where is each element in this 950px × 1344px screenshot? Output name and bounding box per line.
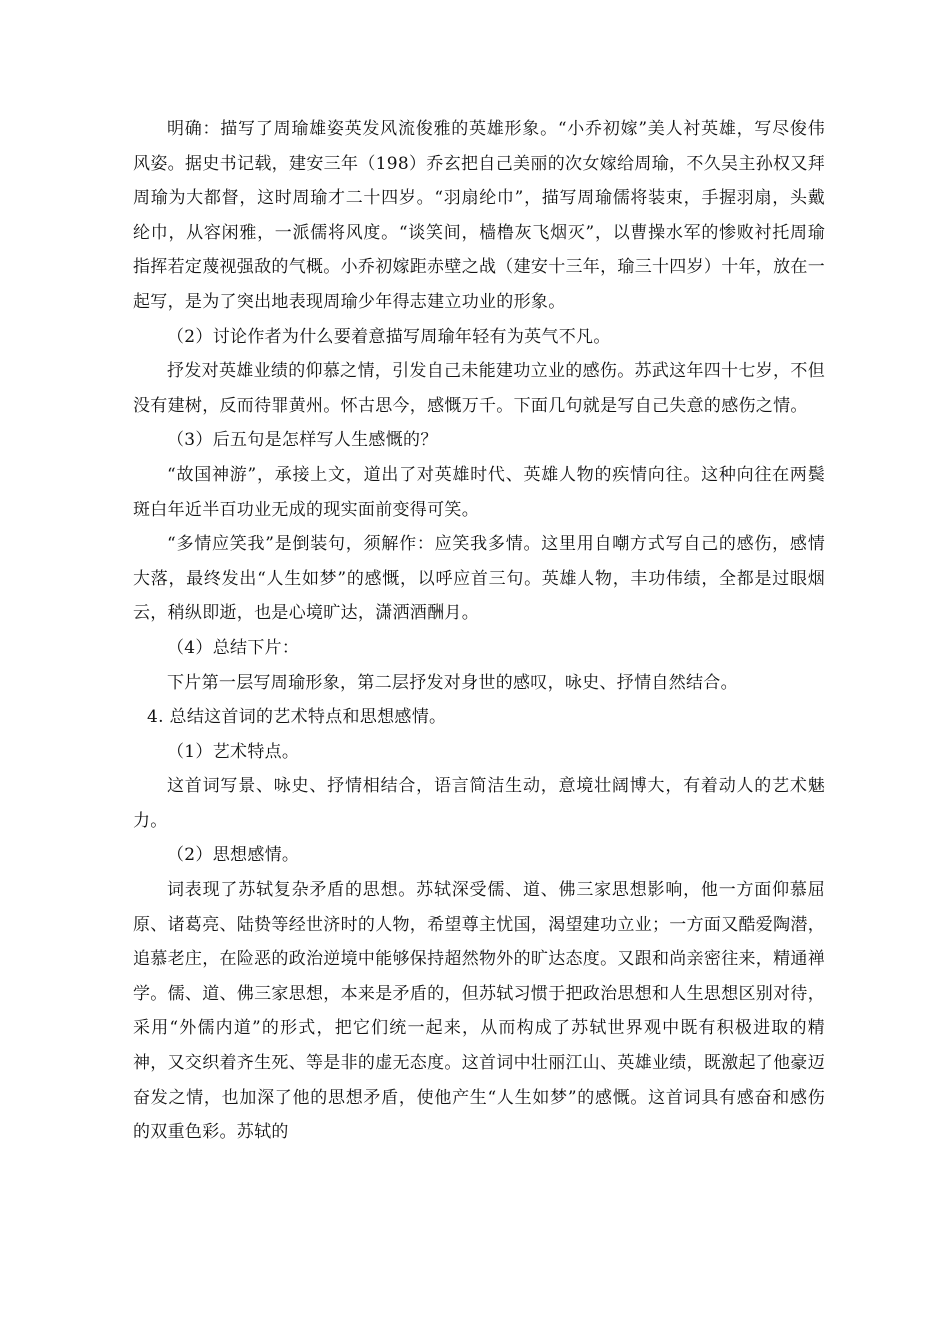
paragraph-answer-4: 下片第一层写周瑜形象，第二层抒发对身世的感叹，咏史、抒情自然结合。 (167, 672, 738, 693)
section-4-heading: 4. 总结这首词的艺术特点和思想感情。 (147, 707, 447, 728)
thoughts-heading: （2）思想感情。 (167, 845, 300, 866)
question-3-heading: （3）后五句是怎样写人生感慨的？ (167, 430, 438, 451)
paragraph-answer-3a: “故国神游”，承接上文，道出了对英雄时代、英雄人物的疾情向往。这种向往在两鬓斑白年近半百功业无成的现实面前变得可笑。 (133, 464, 825, 520)
art-features-heading: （1）艺术特点。 (167, 741, 300, 762)
paragraph-answer-3b: “多情应笑我”是倒装句，须解作：应笑我多情。这里用自嘲方式写自己的感伤，感情大落，最终发出“人生如梦”的感慨，以呼应首三句。英雄人物，丰功伟绩，全都是过眼烟云，稍纵即逝，也是心境旷达，潇洒酒酬月。 (133, 534, 825, 624)
question-4-heading: （4）总结下片： (167, 637, 300, 658)
paragraph-answer-2: 抒发对英雄业绩的仰慕之情，引发自己未能建功立业的感伤。苏武这年四十七岁，不但没有建树，反而待罪黄州。怀古思今，感慨万千。下面几句就是写自己失意的感伤之情。 (133, 361, 825, 416)
paragraph-explanation-zhou-yu: 明确：描写了周瑜雄姿英发风流俊雅的英雄形象。“小乔初嫁”美人衬英雄，写尽俊伟风姿。据史书记载，建安三年（198）乔玄把自己美丽的次女嫁给周瑜，不久吴主孙权又拜周瑜为大都督，这时周瑜才二十四岁。“羽扇纶巾”，描写周瑜儒将装束，手握羽扇，头戴纶巾，从容闲雅，一派儒将风度。“谈笑间，樯橹灰飞烟灭”，以曹操水军的惨败衬托周瑜指挥若定蔑视强敌的气概。小乔初嫁距赤壁之战（建安十三年，瑜三十四岁）十年，放在一起写，是为了突出地表现周瑜少年得志建立功业的形象。 (133, 119, 825, 312)
paragraph-thoughts: 词表现了苏轼复杂矛盾的思想。苏轼深受儒、道、佛三家思想影响，他一方面仰慕屈原、诸葛亮、陆贽等经世济时的人物，希望尊主忧国，渴望建功立业；一方面又酷爱陶潜，追慕老庄，在险恶的政治逆境中能够保持超然物外的旷达态度。又跟和尚亲密往来，精通禅学。儒、道、佛三家思想，本来是矛盾的，但苏轼习惯于把政治思想和人生思想区别对待，采用“外儒内道”的形式，把它们统一起来，从而构成了苏轼世界观中既有积极进取的精神，又交织着齐生死、等是非的虚无态度。这首词中壮丽江山、英雄业绩，既激起了他豪迈奋发之情，也加深了他的思想矛盾，使他产生“人生如梦”的感慨。这首词具有感奋和感伤的双重色彩。苏轼的 (133, 880, 825, 1143)
question-2-heading: （2）讨论作者为什么要着意描写周瑜年轻有为英气不凡。 (167, 326, 611, 347)
paragraph-art-features: 这首词写景、咏史、抒情相结合，语言简洁生动，意境壮阔博大，有着动人的艺术魅力。 (133, 776, 825, 831)
document-body (133, 112, 825, 1150)
